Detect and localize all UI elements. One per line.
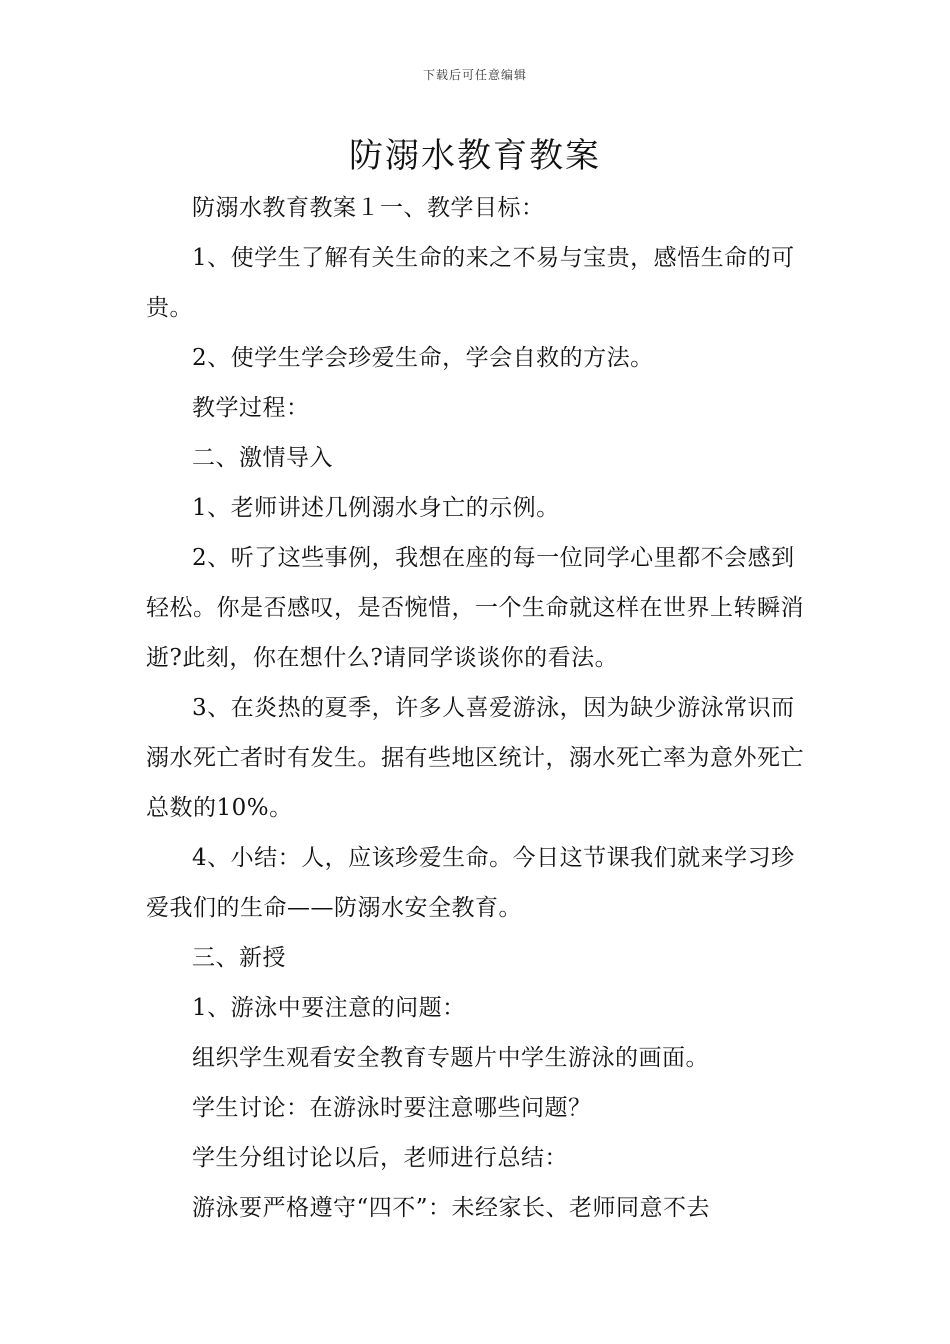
paragraph-new-2: 组织学生观看安全教育专题片中学生游泳的画面。 (192, 1045, 709, 1071)
paragraph-objectives-heading: 防溺水教育教案１一、教学目标： (192, 195, 545, 221)
paragraph-intro-1: 1、老师讲述几例溺水身亡的示例。 (192, 495, 560, 521)
document-body (146, 183, 808, 1233)
paragraph-new-3: 学生讨论：在游泳时要注意哪些问题？ (192, 1095, 592, 1121)
paragraph-objective-2: 2、使学生学会珍爱生命，学会自救的方法。 (192, 345, 654, 371)
paragraph-new-5: 游泳要严格遵守“四不”：未经家长、老师同意不去 (192, 1195, 711, 1221)
paragraph-process-heading: 教学过程： (192, 395, 310, 421)
paragraph-section-3-heading: 三、新授 (192, 945, 286, 971)
document-title: 防溺水教育教案 (349, 136, 601, 176)
paragraph-intro-2: 2、听了这些事例，我想在座的每一位同学心里都不会感到轻松。你是否感叹，是否惋惜，一个生命就这样在世界上转瞬消逝?此刻，你在想什么?请同学谈谈你的看法。 (146, 545, 804, 671)
header-note: 下载后可任意编辑 (422, 68, 527, 82)
paragraph-intro-4: 4、小结：人，应该珍爱生命。今日这节课我们就来学习珍爱我们的生命——防溺水安全教育。 (146, 845, 795, 921)
paragraph-new-4: 学生分组讨论以后，老师进行总结： (192, 1145, 568, 1171)
paragraph-new-1: 1、游泳中要注意的问题： (192, 995, 466, 1021)
paragraph-objective-1: 1、使学生了解有关生命的来之不易与宝贵，感悟生命的可贵。 (146, 245, 795, 321)
paragraph-section-2-heading: 二、激情导入 (192, 445, 333, 471)
paragraph-intro-3: 3、在炎热的夏季，许多人喜爱游泳，因为缺少游泳常识而溺水死亡者时有发生。据有些地区统计，溺水死亡率为意外死亡总数的10%。 (146, 695, 804, 821)
